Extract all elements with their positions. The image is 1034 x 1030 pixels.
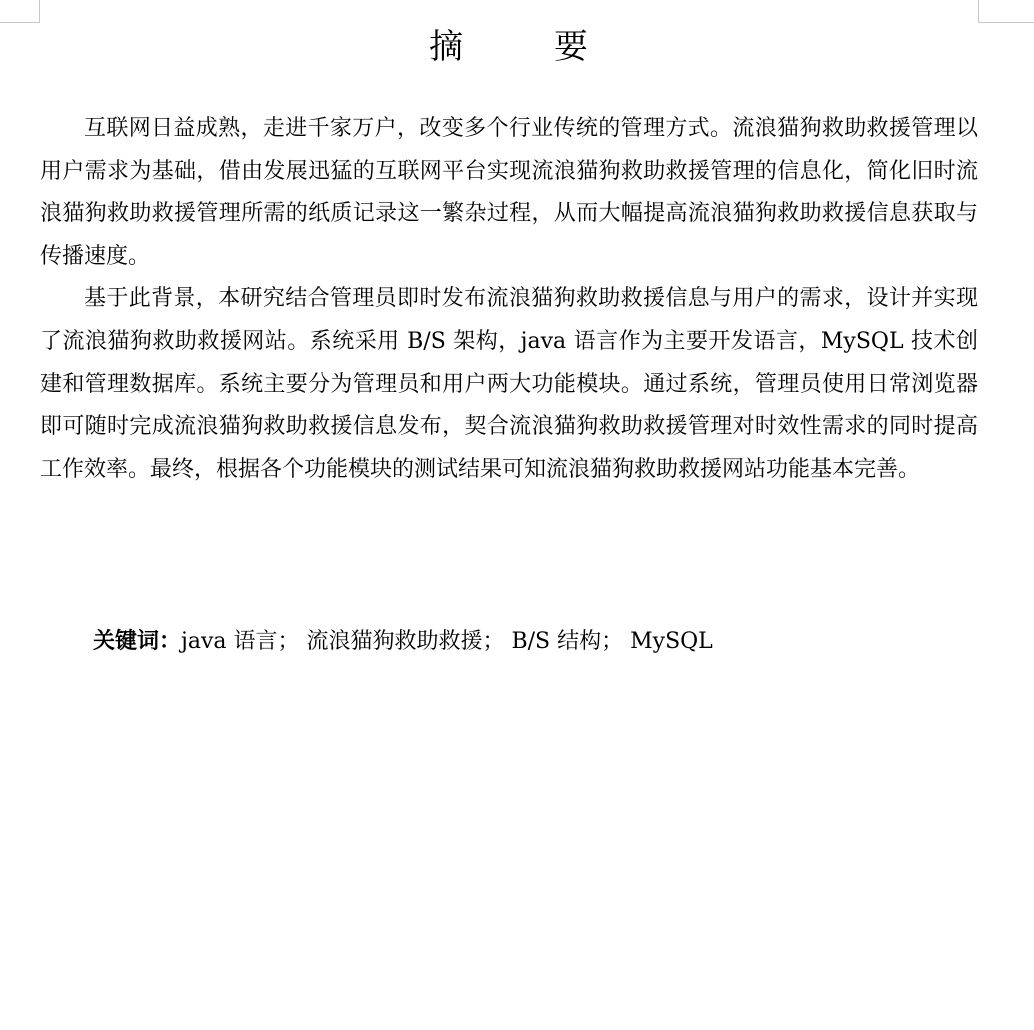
keywords-label: 关键词：: [93, 628, 182, 654]
crop-mark-top-right-vertical: [978, 0, 979, 22]
keywords-line: [93, 620, 713, 663]
abstract-body: [40, 108, 978, 491]
abstract-paragraph-2: 基于此背景，本研究结合管理员即时发布流浪猫狗救助救援信息与用户的需求，设计并实现了流浪猫狗救助救援网站。系统采用 B/S 架构，java 语言作为主要开发语言，MySQL 技术创建和管理数据库。系统主要分为管理员和用户两大功能模块。通过系统，管理员使用日常浏览器即可随时完成流浪猫狗救助救援信息发布，契合流浪猫狗救助救援管理对时效性需求的同时提高工作效率。最终，根据各个功能模块的测试结果可知流浪猫狗救助救援网站功能基本完善。: [40, 286, 978, 482]
abstract-paragraph-1: 互联网日益成熟，走进千家万户，改变多个行业传统的管理方式。流浪猫狗救助救援管理以用户需求为基础，借由发展迅猛的互联网平台实现流浪猫狗救助救援管理的信息化，简化旧时流浪猫狗救助救援管理所需的纸质记录这一繁杂过程，从而大幅提高流浪猫狗救助救援信息获取与传播速度。: [40, 116, 978, 269]
keywords-text: java 语言； 流浪猫狗救助救援； B/S 结构； MySQL: [181, 629, 713, 654]
crop-mark-top-left-vertical: [39, 0, 40, 22]
page-title: 摘 要: [429, 27, 628, 67]
